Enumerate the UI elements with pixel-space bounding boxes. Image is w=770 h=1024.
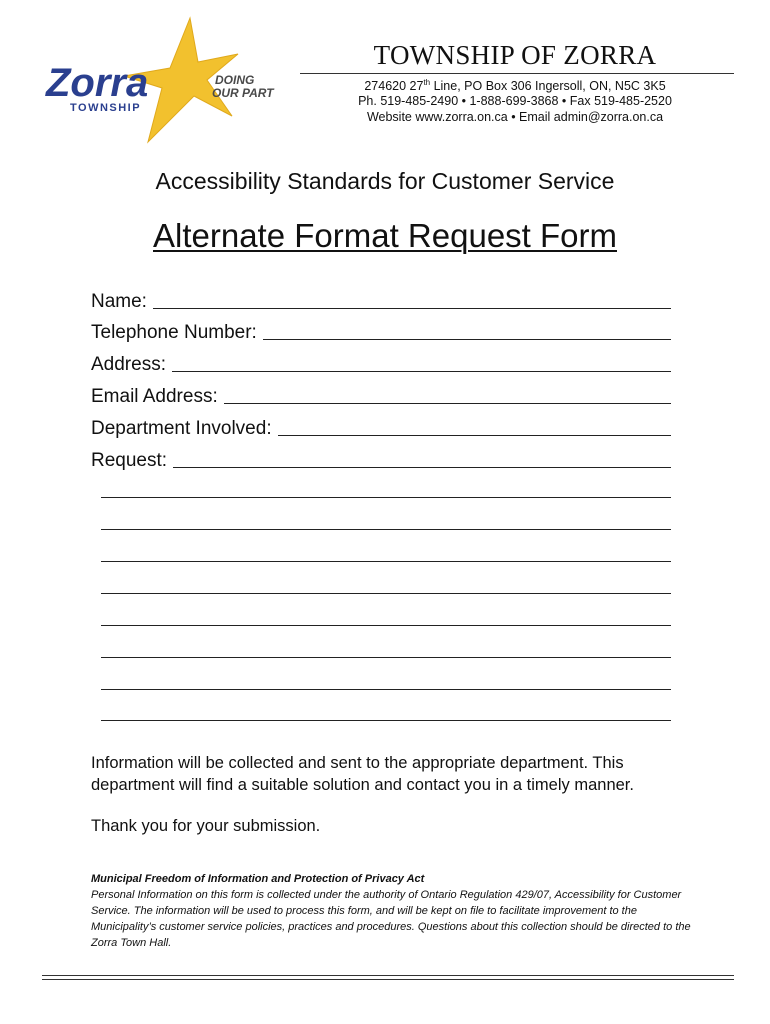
request-line-6[interactable] [101,625,671,626]
thanks-text: Thank you for your submission. [91,817,321,835]
request-field [91,446,671,472]
logo-tagline-1: DOING [215,73,255,87]
request-line-9[interactable] [101,720,671,721]
name-input-line[interactable] [153,308,671,309]
request-label: Request: [91,450,168,471]
form-title-text: Alternate Format Request Form [153,217,617,254]
email-field [91,382,671,408]
request-line-3[interactable] [101,529,671,530]
request-line-4[interactable] [101,561,671,562]
contact-web-email: Website www.zorra.on.ca • Email admin@zorra.on.ca [366,110,664,124]
name-field [91,287,671,313]
address-part-2: Line, PO Box 306 Ingersoll, ON, N5C 3K5 [430,79,666,94]
address-label: Address: [91,354,166,375]
request-line-7[interactable] [101,657,671,658]
logo-township: TOWNSHIP [70,102,142,114]
request-input-line[interactable] [173,467,671,468]
address-ordinal: th [423,78,431,87]
department-field [91,414,671,440]
request-line-2[interactable] [101,497,671,498]
privacy-notice: Personal Information on this form is collected under the authority of Ontario Regulation 429/07, Accessibility for Customer Service. The information will be used to process this form, and will be kept on file to facilitate improvement to the Municipality’s customer service policies, practices and procedures. Questions about this collection should be directed to the Zorra Town Hall. [91,889,691,949]
info-paragraph: Information will be collected and sent to the appropriate department. This department will find a suitable solution and contact you in a timely manner. [91,754,634,794]
telephone-field [91,318,671,344]
zorra-township-logo [40,14,290,144]
contact-phones: Ph. 519-485-2490 • 1-888-699-3868 • Fax 519-485-2520 [358,94,672,108]
form-title [0,217,770,255]
address-part-1: 274620 27 [364,79,424,94]
contact-address [300,78,730,93]
department-label: Department Involved: [91,418,272,439]
logo-tagline-2: OUR PART [212,86,274,100]
privacy-act-title: Municipal Freedom of Information and Protection of Privacy Act [91,873,425,885]
telephone-input-line[interactable] [263,339,671,340]
logo-wordmark: Zorra [46,61,149,105]
address-input-line[interactable] [172,371,671,372]
email-input-line[interactable] [224,403,671,404]
org-name: TOWNSHIP OF ZORRA [373,40,657,70]
header-rule [300,73,734,74]
department-input-line[interactable] [278,435,671,436]
page-subtitle: Accessibility Standards for Customer Service [155,168,615,194]
request-line-8[interactable] [101,689,671,690]
email-label: Email Address: [91,386,218,407]
footer-rule-thin [42,979,734,980]
footer-rule [42,975,734,976]
telephone-label: Telephone Number: [91,322,257,343]
name-label: Name: [91,291,147,312]
address-field [91,350,671,376]
request-line-5[interactable] [101,593,671,594]
